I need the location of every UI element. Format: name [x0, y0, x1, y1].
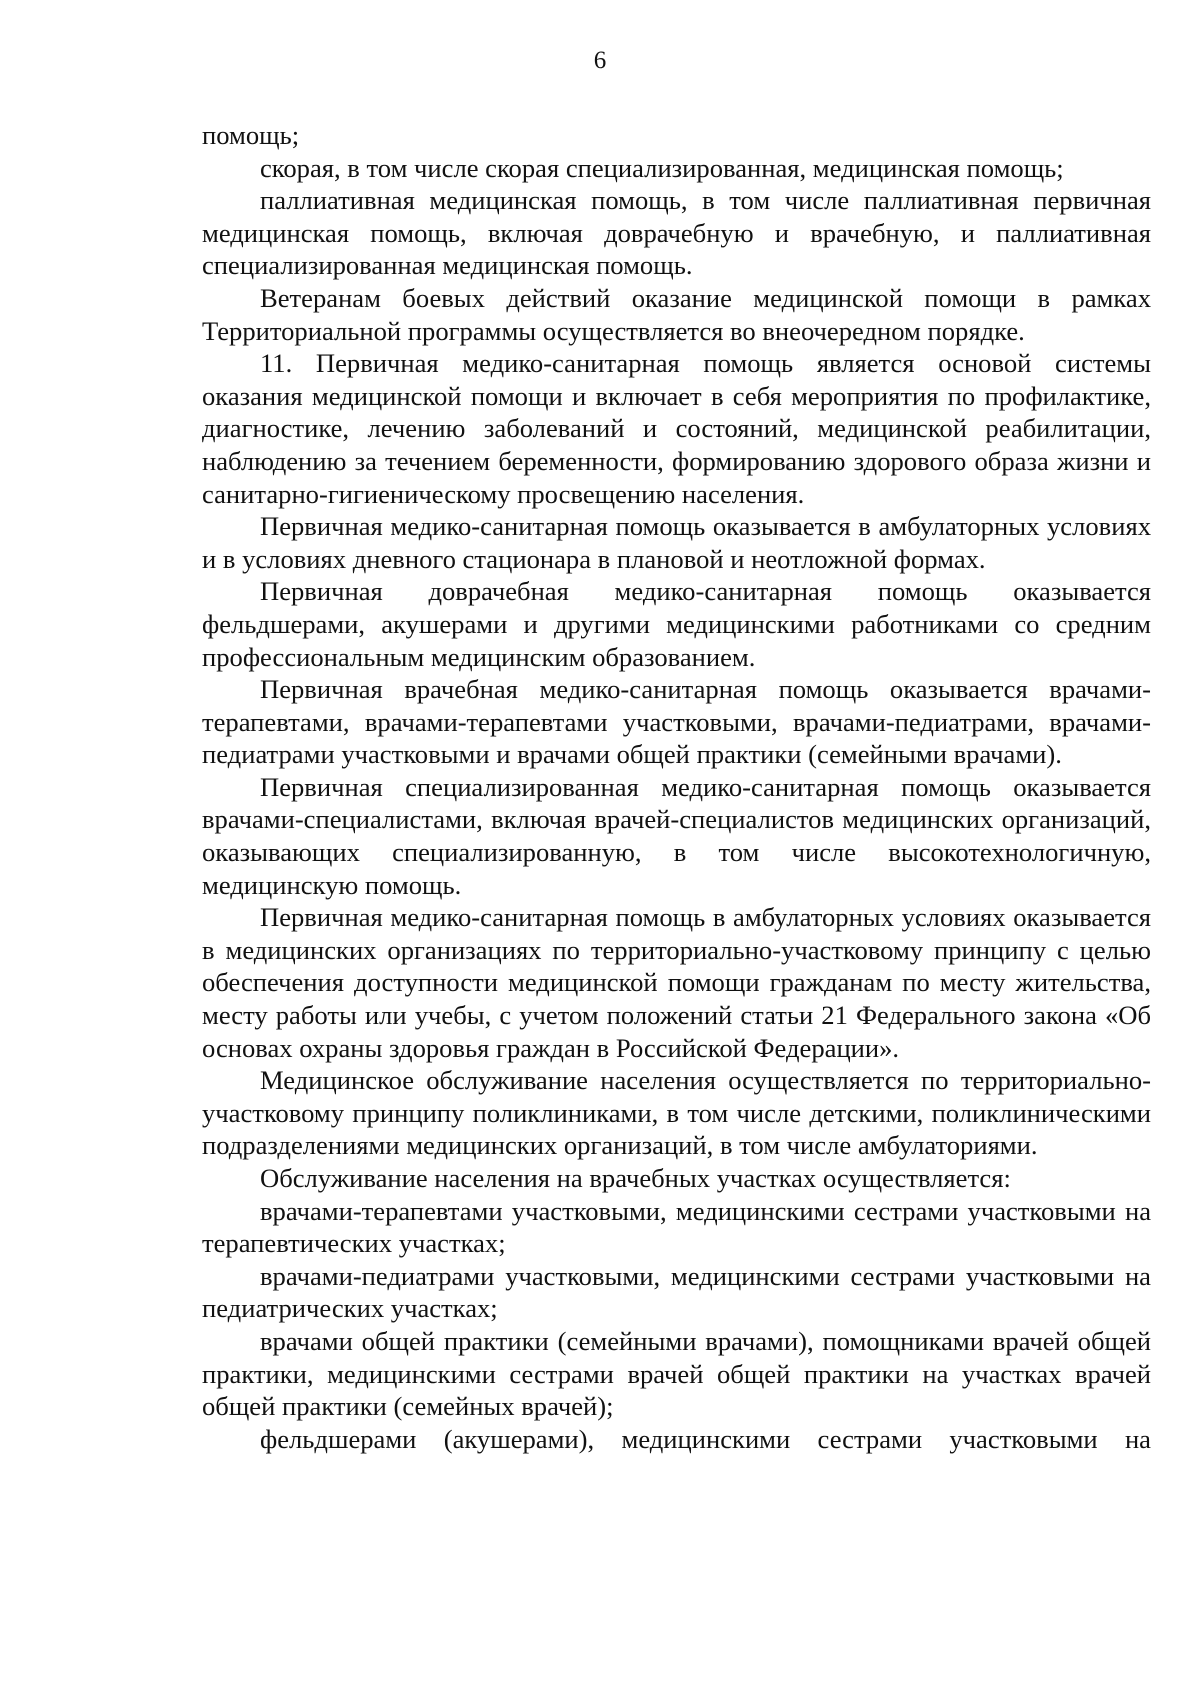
paragraph: Первичная врачебная медико-санитарная помощь оказывается врачами-терапевтами, врачами-терапевтами участковыми, врачами-педиатрами, врачами-педиатрами участковыми и врачами общей практики (семейными врачами).	[202, 674, 1151, 770]
paragraph: Медицинское обслуживание населения осуществляется по территориально-участковому принципу поликлиниками, в том числе детскими, поликлиническими подразделениями медицинских организаций, в том числе амбулаториями.	[202, 1065, 1151, 1161]
paragraph: скорая, в том числе скорая специализированная, медицинская помощь;	[260, 152, 1064, 183]
document-body	[202, 119, 1151, 1455]
paragraph: Первичная медико-санитарная помощь в амбулаторных условиях оказывается в медицинских организациях по территориально-участковому принципу с целью обеспечения доступности медицинской помощи гражданам по месту жительства, месту работы или учебы, с учетом положений статьи 21 Федерального закона «Об основах охраны здоровья граждан в Российской Федерации».	[202, 902, 1151, 1063]
paragraph: помощь;	[202, 120, 300, 150]
paragraph: врачами-терапевтами участковыми, медицинскими сестрами участковыми на терапевтических участках;	[202, 1195, 1151, 1259]
paragraph: Обслуживание населения на врачебных участках осуществляется:	[260, 1163, 1011, 1193]
paragraph: Ветеранам боевых действий оказание медицинской помощи в рамках Территориальной программы осуществляется во внеочередном порядке.	[202, 282, 1151, 346]
paragraph: Первичная медико-санитарная помощь оказывается в амбулаторных условиях и в условиях дневного стационара в плановой и неотложной формах.	[202, 511, 1151, 574]
paragraph: фельдшерами (акушерами), медицинскими сестрами участковыми на	[260, 1423, 1151, 1454]
paragraph: Первичная доврачебная медико-санитарная помощь оказывается фельдшерами, акушерами и другими медицинскими работниками со средним профессиональным медицинским образованием.	[202, 576, 1151, 672]
paragraph: врачами общей практики (семейными врачами), помощниками врачей общей практики, медицинскими сестрами врачей общей практики на участках врачей общей практики (семейных врачей);	[202, 1325, 1151, 1422]
paragraph: паллиативная медицинская помощь, в том числе паллиативная первичная медицинская помощь, включая доврачебную и врачебную, и паллиативная специализированная медицинская помощь.	[202, 185, 1151, 281]
page-number: 6	[593, 47, 607, 74]
paragraph: 11. Первичная медико-санитарная помощь является основой системы оказания медицинской помощи и включает в себя мероприятия по профилактике, диагностике, лечению заболеваний и состояний, медицинской реабилитации, наблюдению за течением беременности, формированию здорового образа жизни и санитарно-гигиеническому просвещению населения.	[202, 348, 1151, 509]
paragraph: врачами-педиатрами участковыми, медицинскими сестрами участковыми на педиатрических участках;	[202, 1260, 1151, 1324]
paragraph: Первичная специализированная медико-санитарная помощь оказывается врачами-специалистами, включая врачей-специалистов медицинских организаций, оказывающих специализированную, в том числе высокотехнологичную, медицинскую помощь.	[202, 771, 1151, 900]
